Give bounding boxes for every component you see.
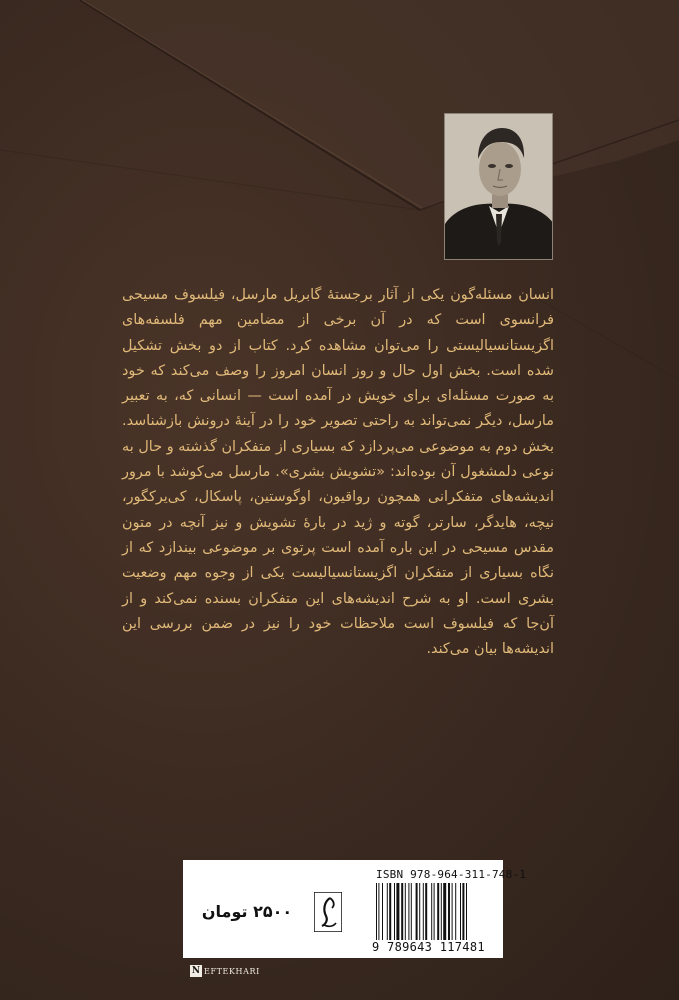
book-description (122, 283, 554, 662)
description-text: انسان مسئله‌گون یکی از آثار برجستهٔ گابریل مارسل، فیلسوف مسیحی فرانسوی است که در آن برخی از مضامین مهم فلسفه‌های اگزیستانسیالیستی را می‌توان مشاهده کرد. کتاب از دو بخش تشکیل شده است. بخش اول حال و روز انسان امروز را وصف می‌کند که خود به صورت مسئله‌ای برای خویش در آمده است — انسانی که، به تعبیر مارسل، دیگر نمی‌تواند به راحتی تصویر خود را در آینهٔ درونش بازشناسد. بخش دوم به موضوعی می‌پردازد که بسیاری از متفکران گذشته و حال به نوعی دلمشغول آن بوده‌اند: «تشویش بشری». مارسل می‌کوشد با مرور اندیشه‌های متفکرانی همچون رواقیون، اوگوستین، پاسکال، کی‌یرکگور، نیچه، هایدگر، سارتر، گوته و ژید در بارهٔ تشویش و نیز آنچه در متون مقدس مسیحی در این باره آمده است پرتوی بر موضوعی بیندازد که از نگاه بسیاری از متفکران اگزیستانسیالیست یکی از وجوه مهم وضعیت بشری است. او به شرح اندیشه‌های این متفکران بسنده نمی‌کند و از آن‌جا که فیلسوف است ملاحظات خود را نیز در ضمن بررسی این اندیشه‌ها بیان می‌کند. (122, 287, 554, 658)
publisher-logo-icon (314, 892, 342, 932)
publisher-imprint (190, 964, 260, 978)
author-photo (444, 113, 553, 260)
publisher-name: EFTEKHARI (204, 966, 260, 976)
isbn-label: ISBN 978-964-311-748-1 (376, 868, 527, 881)
barcode-digits: 9 789643 117481 (372, 940, 485, 954)
price-label: ۲۵۰۰ تومان (201, 902, 293, 921)
barcode-panel (183, 860, 527, 958)
publisher-mark: N (191, 966, 201, 976)
isbn-barcode (376, 883, 498, 940)
